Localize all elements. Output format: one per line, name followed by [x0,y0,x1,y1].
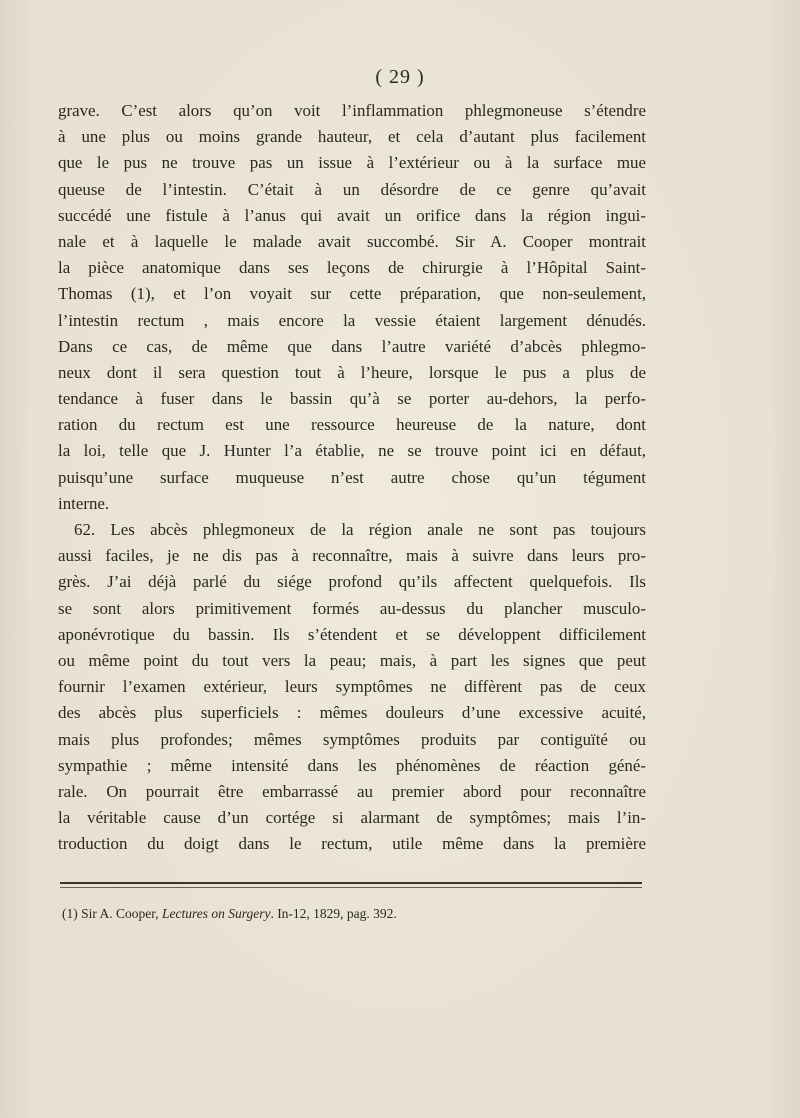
footnote-divider-thin [60,887,642,888]
text-line: se sont alors primitivement formés au-dessus du plancher musculo- [58,598,646,618]
text-line: l’intestin rectum , mais encore la vessie étaient largement dénudés. [58,310,646,330]
text-line: Thomas (1), et l’on voyait sur cette préparation, que non-seulement, [58,284,646,304]
text-line: des abcès plus superficiels : mêmes douleurs d’une excessive acuité, [58,703,646,723]
text-line: la loi, telle que J. Hunter l’a établie, ne se trouve point ici en défaut, [58,441,646,461]
text-line: neux dont il sera question tout à l’heure, lorsque le pus a plus de [58,362,646,382]
text-line: rale. On pourrait être embarrassé au premier abord pour reconnaître [58,781,646,801]
text-line: aussi faciles, je ne dis pas à reconnaître, mais à suivre dans leurs pro- [58,546,646,566]
body-text [58,98,646,857]
text-line: la pièce anatomique dans ses leçons de chirurgie à l’Hôpital Saint- [58,258,646,278]
text-line: la véritable cause d’un cortége si alarmant de symptômes; mais l’in- [58,808,646,828]
text-line: succédé une fistule à l’anus qui avait un orifice dans la région ingui- [58,205,646,225]
paragraph-start-line: 62. Les abcès phlegmoneux de la région anale ne sont pas toujours [74,520,646,539]
text-line: queuse de l’intestin. C’était à un désordre de ce genre qu’avait [58,179,646,199]
text-line: grave. C’est alors qu’on voit l’inflammation phlegmoneuse s’étendre [58,101,646,120]
text-line: aponévrotique du bassin. Ils s’étendent et se développent difficilement [58,624,646,644]
paragraph-end-line: interne. [58,493,110,513]
footnote-prefix: (1) Sir A. Cooper, [62,906,162,921]
text-line: troduction du doigt dans le rectum, utile même dans la première [58,834,646,854]
text-line: sympathie ; même intensité dans les phénomènes de réaction géné- [58,755,646,775]
text-line: nale et à laquelle le malade avait succombé. Sir A. Cooper montrait [58,231,646,251]
text-line: fournir l’examen extérieur, leurs symptômes ne diffèrent pas de ceux [58,677,646,697]
footnote-suffix: . In-12, 1829, pag. 392. [270,906,397,921]
footnote-title: Lectures on Surgery [161,906,271,921]
text-line: Dans ce cas, de même que dans l’autre variété d’abcès phlegmo- [58,336,646,356]
text-line: à une plus ou moins grande hauteur, et cela d’autant plus facilement [58,127,646,147]
text-line: ration du rectum est une ressource heureuse de la nature, dont [58,415,646,435]
text-line: grès. J’ai déjà parlé du siége profond qu’ils affectent quelquefois. Ils [58,572,646,592]
text-line: ou même point du tout vers la peau; mais, à part les signes que peut [58,650,646,670]
footnote-divider [60,882,642,884]
text-line: puisqu’une surface muqueuse n’est autre chose qu’un tégument [58,467,646,487]
text-line: que le pus ne trouve pas un issue à l’extérieur ou à la surface mue [58,153,646,173]
text-line: tendance à fuser dans le bassin qu’à se porter au-dehors, la perfo- [58,389,646,409]
page-number: ( 29 ) [375,66,425,88]
text-line: mais plus profondes; mêmes symptômes produits par contiguïté ou [58,729,646,749]
footnote [62,906,397,922]
